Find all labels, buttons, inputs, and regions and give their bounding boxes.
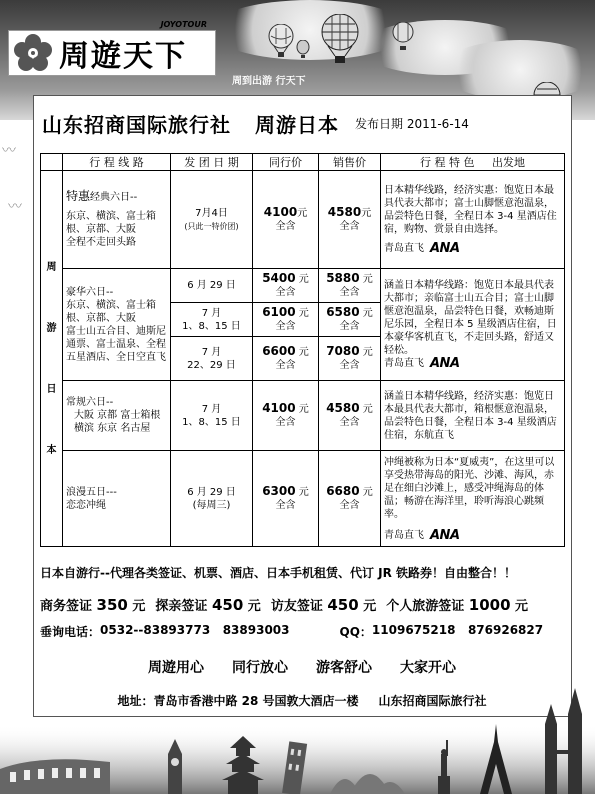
route-body: 恋恋冲绳 [66,499,106,511]
side-label [41,171,63,547]
title-bar [34,96,571,151]
price-unit: 元 [362,308,373,319]
table-row [41,269,565,303]
header-cell-peer-price: 同行价 [253,154,319,171]
contact-line [40,623,564,640]
peer-price: 6100 [262,305,296,319]
header-cell-blank [41,154,63,171]
table-row [41,451,565,547]
price-unit: 元 [298,404,309,415]
address-value: 青岛市香港中路 28 号国敦大酒店一楼 [153,694,359,708]
hot-air-balloon-icon [268,24,294,60]
price-unit: 元 [362,404,373,415]
visa-label: 商务签证 [40,599,93,614]
logo [8,20,216,76]
tour-title: 周游日本 [255,113,339,137]
price-note: 全含 [339,221,360,232]
route-title: 常规六日-- [66,397,114,408]
date-cell: 6 月 29 日 [171,269,253,303]
route-cell [63,269,171,381]
logo-text: 周遊天下 [59,39,187,74]
header-cell-feature: 行 程 特 色 出发地 [381,154,565,171]
slogan-item: 游客舒心 [316,660,372,676]
sale-price: 7080 [326,344,360,358]
sale-price-cell [319,303,381,337]
tour-table [40,153,565,547]
feature-cell [381,269,565,381]
route-title: 豪华六日-- [66,286,114,298]
side-label-char: 周 [46,261,57,273]
qq-label: QQ： [339,625,372,639]
depart-city: 青岛直飞 [384,243,424,254]
agency-name: 山东招商国际旅行社 [42,113,231,137]
visa-label: 个人旅游签证 [386,599,465,614]
peer-price: 4100 [263,205,298,219]
price-note: 全含 [339,321,360,332]
visa-unit: 元 [132,599,146,614]
date-cell: 7 月 1、8、15 日 [171,381,253,451]
price-unit: 元 [362,347,373,358]
price-note: 全含 [275,417,296,428]
hot-air-balloon-icon [320,14,360,66]
peer-price: 6300 [262,484,296,498]
sale-price-cell [319,381,381,451]
header-cell-date: 发 团 日 期 [171,154,253,171]
route-body: 东京、横滨、富士箱根、京都、大阪 富士山五合目、迪斯尼通票、富士温泉、全程五星酒店、全日空直飞 [66,299,166,363]
peer-price-cell [253,451,319,547]
address-agency: 山东招商国际旅行社 [378,694,487,708]
peer-price: 4100 [262,401,296,415]
visa-amount: 350 [96,596,128,614]
feature-cell [381,171,565,269]
landmark-skyline-image [0,684,595,794]
table-header-row [41,154,565,171]
side-label-char: 日 [46,383,57,395]
peer-price-cell [253,171,319,269]
table-row [41,171,565,269]
cloud-image [440,40,595,100]
price-note: 全含 [339,360,360,371]
visa-unit: 元 [247,599,261,614]
sale-price-cell [319,269,381,303]
slogan-line [40,657,564,677]
sale-price: 5880 [326,271,360,285]
depart-city: 青岛直飞 [384,529,424,541]
visa-item [386,595,528,614]
route-cell [63,451,171,547]
visa-unit: 元 [515,599,529,614]
price-unit: 元 [362,274,373,285]
sale-price: 6580 [326,305,360,319]
price-unit: 元 [361,208,372,219]
peer-price: 5400 [262,271,296,285]
visa-label: 探亲签证 [155,599,208,614]
sale-price-cell [319,337,381,381]
price-note: 全含 [275,221,296,232]
header-cell-route: 行 程 线 路 [63,154,171,171]
phone-number: 0532--83893773 83893003 [100,623,290,637]
service-line: 日本自游行--代理各类签证、机票、酒店、日本手机租赁、代订 JR 铁路券！自由整合！！ [40,566,517,580]
depart-city: 青岛直飞 [384,358,424,369]
visa-item [155,595,260,614]
price-unit: 元 [298,274,309,285]
header-cell-sale-price: 销售价 [319,154,381,171]
ana-airline-logo: ANA [430,241,460,256]
seagull-icon: 〰 [2,143,16,159]
route-body: 大阪 京都 富士箱根 横滨 东京 名古屋 [74,410,161,434]
feature-text: 冲绳被称为日本“夏威夷”，在这里可以享受热带海岛的阳光、沙滩、海风，赤足在细白沙滩上，感受冲绳海岛的体温；畅游在海洋里，聆听海浪心跳频率。 [384,456,555,520]
price-note: 全含 [339,417,360,428]
price-note: 全含 [275,360,296,371]
logo-english-text: JOYOTOUR [160,20,207,29]
peer-price: 6600 [262,344,296,358]
price-unit: 元 [298,308,309,319]
price-unit: 元 [362,487,373,498]
route-subtitle: 经典六日-- [90,192,138,203]
route-body: 东京、横滨、富士箱根、京都、大阪 全程不走回头路 [66,211,156,248]
visa-prices [40,595,564,614]
peer-price-cell [253,381,319,451]
price-unit: 元 [297,208,308,219]
header-slogan: 周到出游 行天下 [232,76,306,87]
visa-label: 访友签证 [270,599,323,614]
ana-airline-logo: ANA [430,356,460,371]
date-cell [171,171,253,269]
visa-amount: 450 [211,596,244,614]
side-label-char: 本 [46,444,57,456]
peer-price-cell [253,269,319,303]
visa-item [40,595,145,614]
sale-price: 4580 [326,401,360,415]
sale-price-cell [319,171,381,269]
hot-air-balloon-icon [296,40,310,60]
price-note: 全含 [339,500,360,511]
route-title: 浪漫五日--- [66,486,117,498]
publish-date: 发布日期 2011-6-14 [355,117,469,131]
visa-amount: 450 [327,596,359,614]
hot-air-balloon-icon [392,22,414,52]
price-note: 全含 [275,321,296,332]
date-cell: 7 月 1、8、15 日 [171,303,253,337]
main-panel [33,95,572,717]
address-label: 地址： [117,694,154,708]
visa-amount: 1000 [468,596,511,614]
visa-unit: 元 [363,599,377,614]
table-row [41,381,565,451]
feature-text: 日本精华线路，经济实惠：饱览日本最具代表大都市；富士山脚惬意泡温泉，品尝特色日餐，全程日本 3-4 星酒店住宿，购物、赏景自由选择。 [384,185,557,235]
sale-price-cell [319,451,381,547]
route-cell [63,171,171,269]
route-cell [63,381,171,451]
visa-item [271,595,376,614]
slogan-item: 大家开心 [400,660,456,676]
tour-date: 7月4日 [195,207,228,219]
price-unit: 元 [298,347,309,358]
date-cell: 7 月 22、29 日 [171,337,253,381]
qq-number: 1109675218 876926827 [371,623,544,637]
cherry-blossom-icon [13,33,53,73]
seagull-icon: 〰 [8,199,22,215]
slogan-item: 周遊用心 [148,660,204,676]
price-note: 全含 [275,287,296,298]
peer-price-cell [253,303,319,337]
phone-label: 垂询电话： [40,625,101,639]
price-note: 全含 [339,287,360,298]
sale-price: 4580 [327,205,362,219]
sale-price: 6680 [326,484,360,498]
side-label-char: 游 [46,322,57,334]
route-title: 特惠 [66,189,91,203]
date-cell: 6 月 29 日 (每周三) [171,451,253,547]
price-note: 全含 [275,500,296,511]
tour-date-note: (只此一特价团) [184,221,239,231]
price-unit: 元 [298,487,309,498]
slogan-item: 同行放心 [232,660,288,676]
peer-price-cell [253,337,319,381]
feature-cell [381,451,565,547]
feature-cell: 涵盖日本精华线路，经济实惠：饱览日本最具代表大都市，箱根惬意泡温泉，品尝特色日餐，全程日本 3-4 星级酒店住宿，东航直飞 [381,381,565,451]
ana-airline-logo: ANA [430,527,460,543]
feature-text: 涵盖日本精华线路：饱览日本最具代表大都市；亲临富士山五合目；富士山脚惬意泡温泉，品尝特色日餐，欢畅迪斯尼乐园，全程日本 5 星级酒店住宿，日本豪华客机直飞，不走回头路，舒适又轻松。 [384,280,557,356]
